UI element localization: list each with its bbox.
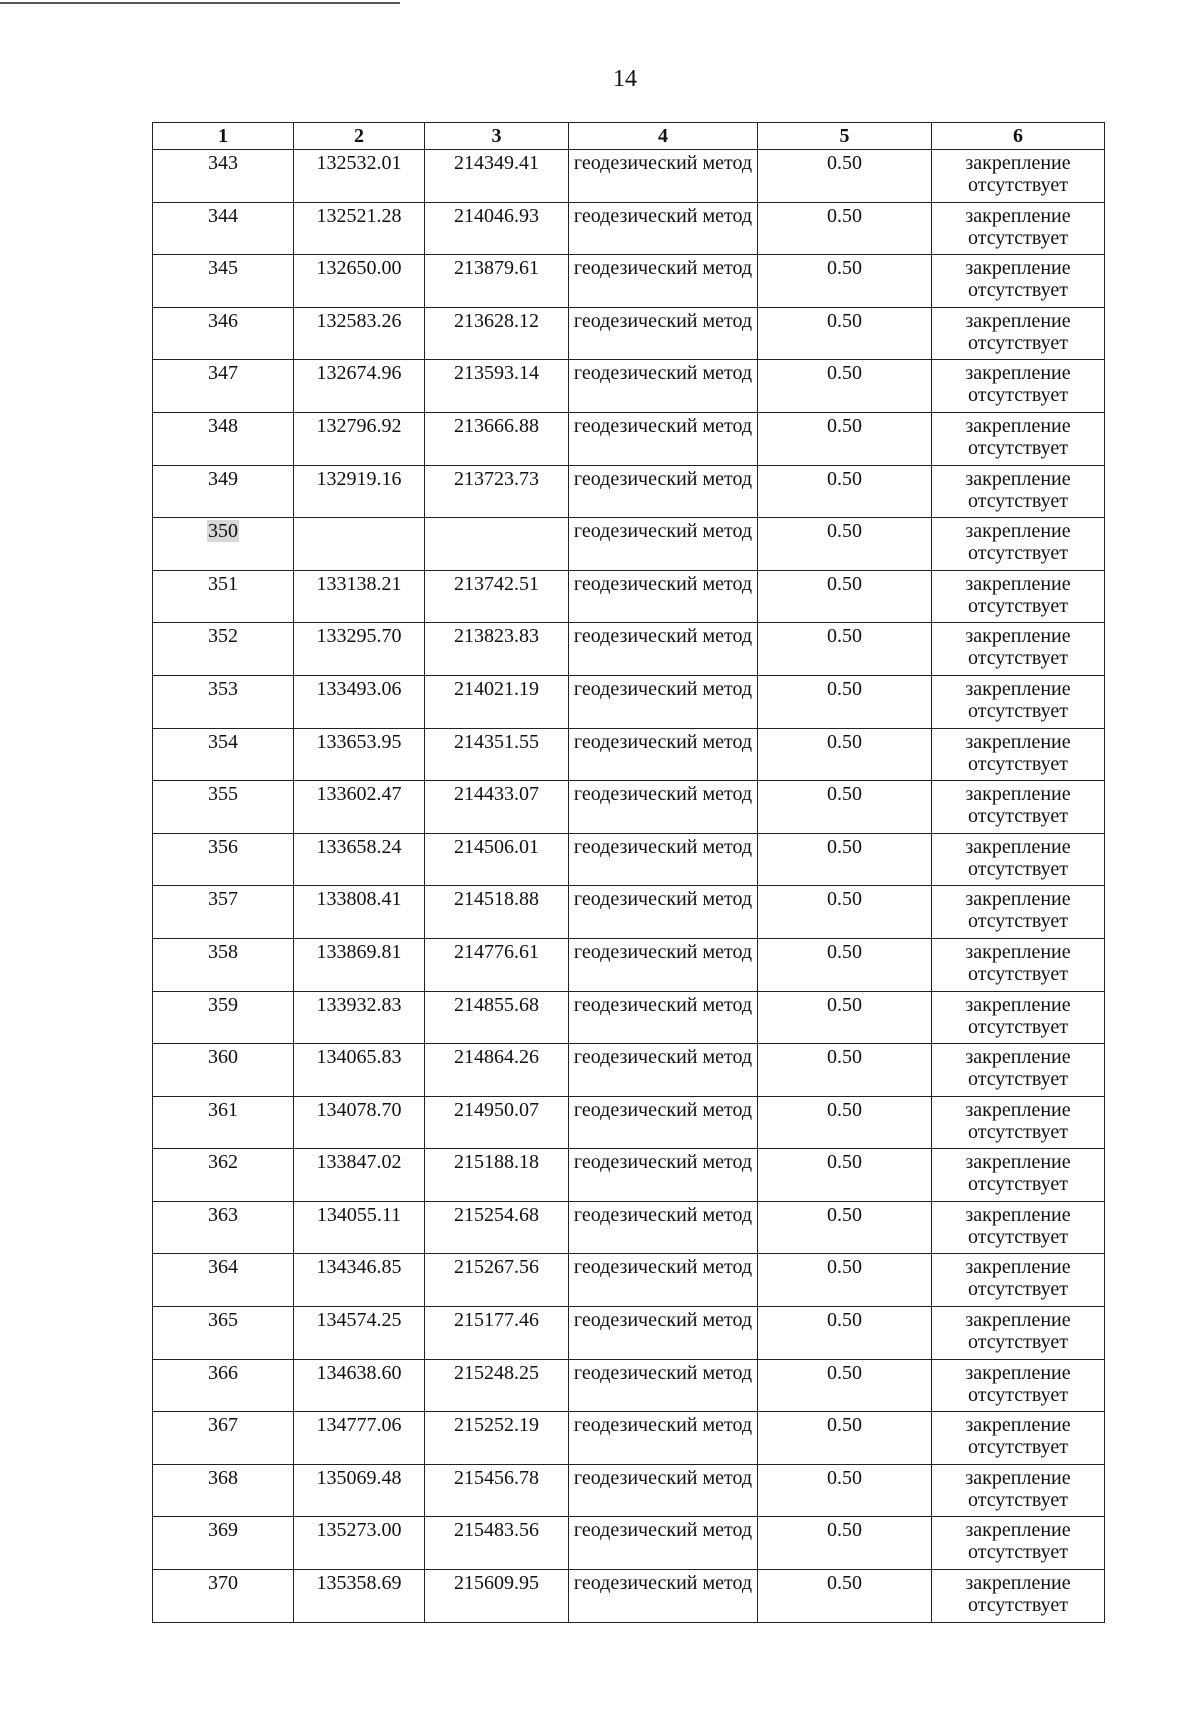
- precision-cell: 0.50: [758, 1412, 932, 1465]
- precision-cell: 0.50: [758, 1149, 932, 1202]
- fixing-description-cell: закрепление отсутствует: [932, 1201, 1105, 1254]
- precision-cell: 0.50: [758, 307, 932, 360]
- fixing-description-cell: закрепление отсутствует: [932, 255, 1105, 308]
- table-row: [153, 1044, 1105, 1097]
- precision-cell: 0.50: [758, 1044, 932, 1097]
- table-row: [153, 307, 1105, 360]
- point-number-cell: 363: [153, 1201, 294, 1254]
- x-coordinate-cell: 133295.70: [294, 623, 425, 676]
- x-coordinate-cell: 134574.25: [294, 1307, 425, 1360]
- table-row: [153, 1517, 1105, 1570]
- fixing-description-cell: закрепление отсутствует: [932, 518, 1105, 571]
- highlighted-point-number: 350: [208, 520, 238, 543]
- method-cell: геодезический метод: [569, 307, 758, 360]
- table-row: [153, 1201, 1105, 1254]
- x-coordinate-cell: [294, 518, 425, 571]
- y-coordinate-cell: 214506.01: [425, 833, 569, 886]
- y-coordinate-cell: [425, 518, 569, 571]
- header-col-3: 3: [425, 123, 569, 150]
- table-row: [153, 255, 1105, 308]
- x-coordinate-cell: 132650.00: [294, 255, 425, 308]
- point-number-cell: 359: [153, 991, 294, 1044]
- x-coordinate-cell: 133932.83: [294, 991, 425, 1044]
- x-coordinate-cell: 133653.95: [294, 728, 425, 781]
- table-row: [153, 1307, 1105, 1360]
- x-coordinate-cell: 132919.16: [294, 465, 425, 518]
- header-col-5: 5: [758, 123, 932, 150]
- x-coordinate-cell: 132532.01: [294, 150, 425, 203]
- fixing-description-cell: закрепление отсутствует: [932, 307, 1105, 360]
- x-coordinate-cell: 134078.70: [294, 1096, 425, 1149]
- table-row: [153, 1359, 1105, 1412]
- precision-cell: 0.50: [758, 202, 932, 255]
- fixing-description-cell: закрепление отсутствует: [932, 412, 1105, 465]
- table-row: [153, 1570, 1105, 1623]
- fixing-description-cell: закрепление отсутствует: [932, 570, 1105, 623]
- table-row: [153, 1254, 1105, 1307]
- y-coordinate-cell: 215248.25: [425, 1359, 569, 1412]
- method-cell: геодезический метод: [569, 412, 758, 465]
- header-row: [153, 123, 1105, 150]
- y-coordinate-cell: 213742.51: [425, 570, 569, 623]
- fixing-description-cell: закрепление отсутствует: [932, 728, 1105, 781]
- y-coordinate-cell: 214855.68: [425, 991, 569, 1044]
- y-coordinate-cell: 213723.73: [425, 465, 569, 518]
- fixing-description-cell: закрепление отсутствует: [932, 1149, 1105, 1202]
- x-coordinate-cell: 134346.85: [294, 1254, 425, 1307]
- method-cell: геодезический метод: [569, 1201, 758, 1254]
- x-coordinate-cell: 134777.06: [294, 1412, 425, 1465]
- fixing-description-cell: закрепление отсутствует: [932, 1096, 1105, 1149]
- y-coordinate-cell: 215177.46: [425, 1307, 569, 1360]
- precision-cell: 0.50: [758, 781, 932, 834]
- precision-cell: 0.50: [758, 728, 932, 781]
- x-coordinate-cell: 132583.26: [294, 307, 425, 360]
- point-number-cell: 354: [153, 728, 294, 781]
- header-col-1: 1: [153, 123, 294, 150]
- y-coordinate-cell: 215254.68: [425, 1201, 569, 1254]
- y-coordinate-cell: 214950.07: [425, 1096, 569, 1149]
- table-header: [153, 123, 1105, 150]
- y-coordinate-cell: 214776.61: [425, 938, 569, 991]
- fixing-description-cell: закрепление отсутствует: [932, 1412, 1105, 1465]
- table-row: [153, 1096, 1105, 1149]
- top-rule: [0, 2, 400, 4]
- point-number-cell: 346: [153, 307, 294, 360]
- point-number-cell: 362: [153, 1149, 294, 1202]
- method-cell: геодезический метод: [569, 570, 758, 623]
- precision-cell: 0.50: [758, 833, 932, 886]
- method-cell: геодезический метод: [569, 1412, 758, 1465]
- table-row: [153, 570, 1105, 623]
- point-number-cell: 343: [153, 150, 294, 203]
- precision-cell: 0.50: [758, 1201, 932, 1254]
- table-row: [153, 1149, 1105, 1202]
- point-number-cell: 366: [153, 1359, 294, 1412]
- fixing-description-cell: закрепление отсутствует: [932, 1307, 1105, 1360]
- table-row: [153, 781, 1105, 834]
- method-cell: геодезический метод: [569, 938, 758, 991]
- y-coordinate-cell: 215609.95: [425, 1570, 569, 1623]
- point-number-cell: 352: [153, 623, 294, 676]
- y-coordinate-cell: 214351.55: [425, 728, 569, 781]
- precision-cell: 0.50: [758, 518, 932, 571]
- fixing-description-cell: закрепление отсутствует: [932, 1254, 1105, 1307]
- point-number-cell: 360: [153, 1044, 294, 1097]
- fixing-description-cell: закрепление отсутствует: [932, 202, 1105, 255]
- x-coordinate-cell: 134065.83: [294, 1044, 425, 1097]
- method-cell: геодезический метод: [569, 1359, 758, 1412]
- y-coordinate-cell: 214864.26: [425, 1044, 569, 1097]
- method-cell: геодезический метод: [569, 360, 758, 413]
- precision-cell: 0.50: [758, 360, 932, 413]
- table-row: [153, 886, 1105, 939]
- method-cell: геодезический метод: [569, 675, 758, 728]
- fixing-description-cell: закрепление отсутствует: [932, 675, 1105, 728]
- fixing-description-cell: закрепление отсутствует: [932, 1044, 1105, 1097]
- precision-cell: 0.50: [758, 991, 932, 1044]
- page-number: 14: [613, 66, 637, 92]
- x-coordinate-cell: 133847.02: [294, 1149, 425, 1202]
- table-row: [153, 833, 1105, 886]
- table-row: [153, 412, 1105, 465]
- x-coordinate-cell: 135358.69: [294, 1570, 425, 1623]
- fixing-description-cell: закрепление отсутствует: [932, 1570, 1105, 1623]
- table-row: [153, 1464, 1105, 1517]
- precision-cell: 0.50: [758, 1307, 932, 1360]
- point-number-cell: 349: [153, 465, 294, 518]
- point-number-cell: 361: [153, 1096, 294, 1149]
- precision-cell: 0.50: [758, 465, 932, 518]
- precision-cell: 0.50: [758, 1517, 932, 1570]
- x-coordinate-cell: 132796.92: [294, 412, 425, 465]
- precision-cell: 0.50: [758, 1096, 932, 1149]
- precision-cell: 0.50: [758, 255, 932, 308]
- y-coordinate-cell: 215483.56: [425, 1517, 569, 1570]
- x-coordinate-cell: 134638.60: [294, 1359, 425, 1412]
- method-cell: геодезический метод: [569, 886, 758, 939]
- header-col-6: 6: [932, 123, 1105, 150]
- y-coordinate-cell: 214518.88: [425, 886, 569, 939]
- precision-cell: 0.50: [758, 150, 932, 203]
- y-coordinate-cell: 215267.56: [425, 1254, 569, 1307]
- point-number-cell: 370: [153, 1570, 294, 1623]
- y-coordinate-cell: 213879.61: [425, 255, 569, 308]
- method-cell: геодезический метод: [569, 202, 758, 255]
- point-number-cell: 345: [153, 255, 294, 308]
- method-cell: геодезический метод: [569, 1254, 758, 1307]
- precision-cell: 0.50: [758, 1254, 932, 1307]
- fixing-description-cell: закрепление отсутствует: [932, 1359, 1105, 1412]
- method-cell: геодезический метод: [569, 255, 758, 308]
- table-row: [153, 991, 1105, 1044]
- point-number-cell: 355: [153, 781, 294, 834]
- point-number-cell: 348: [153, 412, 294, 465]
- y-coordinate-cell: 213823.83: [425, 623, 569, 676]
- point-number-cell: 369: [153, 1517, 294, 1570]
- precision-cell: 0.50: [758, 623, 932, 676]
- x-coordinate-cell: 135069.48: [294, 1464, 425, 1517]
- fixing-description-cell: закрепление отсутствует: [932, 938, 1105, 991]
- point-number-cell: 357: [153, 886, 294, 939]
- table-row: [153, 202, 1105, 255]
- x-coordinate-cell: 133808.41: [294, 886, 425, 939]
- point-number-cell: 368: [153, 1464, 294, 1517]
- fixing-description-cell: закрепление отсутствует: [932, 991, 1105, 1044]
- fixing-description-cell: закрепление отсутствует: [932, 360, 1105, 413]
- y-coordinate-cell: 213628.12: [425, 307, 569, 360]
- method-cell: геодезический метод: [569, 1570, 758, 1623]
- method-cell: геодезический метод: [569, 728, 758, 781]
- table-row: [153, 938, 1105, 991]
- y-coordinate-cell: 214349.41: [425, 150, 569, 203]
- x-coordinate-cell: 133869.81: [294, 938, 425, 991]
- fixing-description-cell: закрепление отсутствует: [932, 1464, 1105, 1517]
- fixing-description-cell: закрепление отсутствует: [932, 833, 1105, 886]
- method-cell: геодезический метод: [569, 1464, 758, 1517]
- table-row: [153, 360, 1105, 413]
- x-coordinate-cell: 133138.21: [294, 570, 425, 623]
- point-number-cell: [153, 518, 294, 571]
- method-cell: геодезический метод: [569, 1096, 758, 1149]
- x-coordinate-cell: 133658.24: [294, 833, 425, 886]
- point-number-cell: 347: [153, 360, 294, 413]
- table-row: [153, 675, 1105, 728]
- table-row: [153, 465, 1105, 518]
- method-cell: геодезический метод: [569, 991, 758, 1044]
- fixing-description-cell: закрепление отсутствует: [932, 465, 1105, 518]
- table-row: [153, 518, 1105, 571]
- precision-cell: 0.50: [758, 1359, 932, 1412]
- fixing-description-cell: закрепление отсутствует: [932, 1517, 1105, 1570]
- method-cell: геодезический метод: [569, 1044, 758, 1097]
- fixing-description-cell: закрепление отсутствует: [932, 623, 1105, 676]
- y-coordinate-cell: 214021.19: [425, 675, 569, 728]
- point-number-cell: 353: [153, 675, 294, 728]
- precision-cell: 0.50: [758, 886, 932, 939]
- header-col-4: 4: [569, 123, 758, 150]
- table-row: [153, 150, 1105, 203]
- precision-cell: 0.50: [758, 1570, 932, 1623]
- y-coordinate-cell: 214433.07: [425, 781, 569, 834]
- method-cell: геодезический метод: [569, 1149, 758, 1202]
- method-cell: геодезический метод: [569, 1517, 758, 1570]
- header-col-2: 2: [294, 123, 425, 150]
- point-number-cell: 367: [153, 1412, 294, 1465]
- table-body: [153, 150, 1105, 1623]
- point-number-cell: 358: [153, 938, 294, 991]
- y-coordinate-cell: 214046.93: [425, 202, 569, 255]
- precision-cell: 0.50: [758, 938, 932, 991]
- coordinates-table: [152, 122, 1105, 1623]
- table-row: [153, 1412, 1105, 1465]
- precision-cell: 0.50: [758, 412, 932, 465]
- x-coordinate-cell: 133602.47: [294, 781, 425, 834]
- x-coordinate-cell: 132521.28: [294, 202, 425, 255]
- y-coordinate-cell: 215252.19: [425, 1412, 569, 1465]
- y-coordinate-cell: 213666.88: [425, 412, 569, 465]
- y-coordinate-cell: 215188.18: [425, 1149, 569, 1202]
- precision-cell: 0.50: [758, 675, 932, 728]
- x-coordinate-cell: 134055.11: [294, 1201, 425, 1254]
- method-cell: геодезический метод: [569, 781, 758, 834]
- fixing-description-cell: закрепление отсутствует: [932, 150, 1105, 203]
- x-coordinate-cell: 135273.00: [294, 1517, 425, 1570]
- y-coordinate-cell: 215456.78: [425, 1464, 569, 1517]
- point-number-cell: 344: [153, 202, 294, 255]
- fixing-description-cell: закрепление отсутствует: [932, 886, 1105, 939]
- point-number-cell: 351: [153, 570, 294, 623]
- x-coordinate-cell: 133493.06: [294, 675, 425, 728]
- method-cell: геодезический метод: [569, 150, 758, 203]
- point-number-cell: 356: [153, 833, 294, 886]
- x-coordinate-cell: 132674.96: [294, 360, 425, 413]
- point-number-cell: 364: [153, 1254, 294, 1307]
- y-coordinate-cell: 213593.14: [425, 360, 569, 413]
- precision-cell: 0.50: [758, 1464, 932, 1517]
- method-cell: геодезический метод: [569, 833, 758, 886]
- method-cell: геодезический метод: [569, 465, 758, 518]
- fixing-description-cell: закрепление отсутствует: [932, 781, 1105, 834]
- method-cell: геодезический метод: [569, 623, 758, 676]
- method-cell: геодезический метод: [569, 1307, 758, 1360]
- method-cell: геодезический метод: [569, 518, 758, 571]
- table-row: [153, 728, 1105, 781]
- table-row: [153, 623, 1105, 676]
- point-number-cell: 365: [153, 1307, 294, 1360]
- precision-cell: 0.50: [758, 570, 932, 623]
